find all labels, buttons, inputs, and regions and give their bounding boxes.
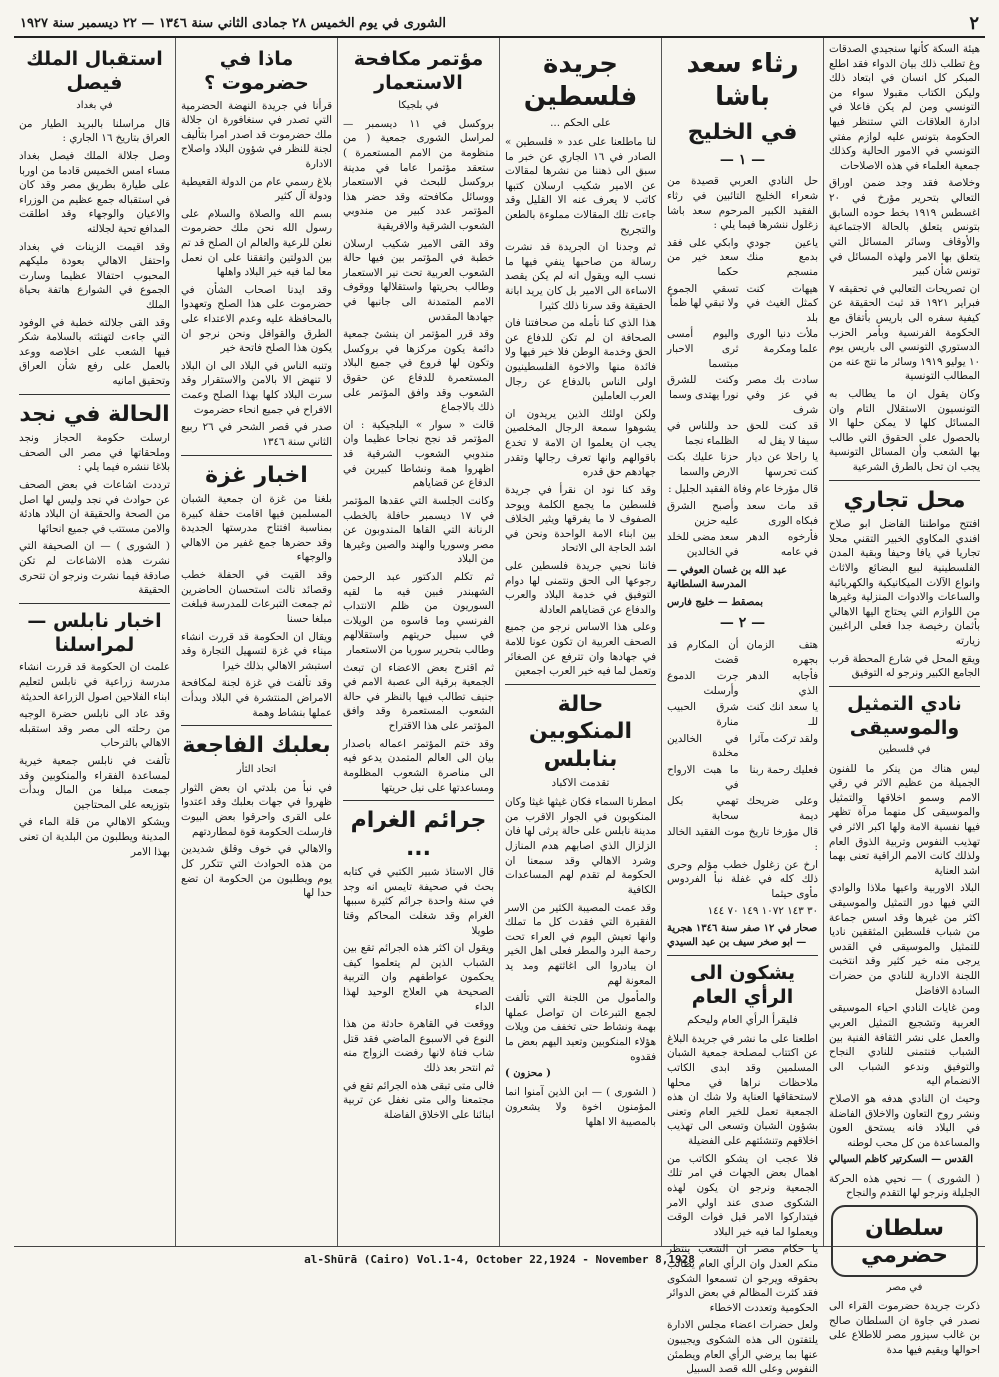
article-paragraph: تألفت في نابلس جمعية خيرية لمساعدة الفقراء والمنكوبين وقد جمعت مبلغا من المال وبدأت بتوزيعه على المحتاجين <box>19 755 170 811</box>
article-paragraph: صدر في قصر الشحر في ٢٦ ربيع الثاني سنة ١٣٤٦ <box>181 421 332 448</box>
verse-line: شرق الحبيب منارة <box>667 701 739 729</box>
article-paragraph: ولكن اولئك الذين يريدون ان يشوهوا سمعة الرجال المخلصين يجب ان يعلموا ان الامة لا تخدع باقوالهم وانها تعرف رجالها وتقدر جهادهم حق قدره <box>505 407 656 479</box>
divider <box>343 800 494 801</box>
column-2 <box>661 38 823 1376</box>
article-paragraph: ويقال ان الحكومة قد قررت انشاء ميناء في غزة لتسهيل التجارة وقد استبشر الاهالي بذلك خيرا <box>181 630 332 672</box>
article-paragraph: فالى متى تبقى هذه الجرائم تقع في مجتمعنا والى متى نغفل عن تربية ابنائنا على الاخلاق الفاضلة <box>343 1079 494 1121</box>
verse-line: يا سعد انك كنت للـ <box>746 701 818 729</box>
article-paragraph: بلغنا من غزة ان جمعية الشبان المسلمين فيها اقامت حفلة كبيرة بمناسبة افتتاح مدرستها الجديدة وقد حضرها جمع غفير من الاهالي والوجهاء <box>181 493 332 564</box>
verse-line: وابكي على فقد سعد خير من حكما <box>667 236 739 279</box>
article-paragraph: ( الشورى ) — نحيي هذه الحركة الجليلة ونرجو لها التقدم والنجاح <box>829 1172 980 1200</box>
article-paragraph: وتنبه الناس في البلاد الى ان البلاد لا تنهض الا بالامن والاستقرار وقد سرت البلاد كلها بهذا الصلح وعمت الافراح في جميع انحاء حضرموت <box>181 359 332 416</box>
verse-line: وكنت للشرق نورا يهتدى وسما <box>667 374 739 401</box>
verse-line: جرت الدموع وأرسلت <box>667 670 739 697</box>
article-paragraph: وقد ختم المؤتمر اعماله باصدار بيان الى العالم المتمدن يدعو فيه الى مناصرة الشعوب المظلومة ومساعدتها على نيل حريتها <box>343 737 494 794</box>
headline-nablus-news: اخبار نابلس — لمراسلنا <box>27 609 162 656</box>
verse-line: ولقد تركت مآثرا <box>749 732 818 745</box>
headline-gulf: في الخليج <box>687 120 798 145</box>
article-paragraph: علمت ان الحكومة قد قررت انشاء مدرسة زراعية في نابلس لتعليم ابناء الفلاحين اصول الزراعة الحديثة <box>19 661 170 703</box>
signature: صحار في ١٢ صفر سنة ١٣٤٦ هجرية — ابو صخر سيف بن عبد السيدي <box>667 923 818 949</box>
article-paragraph: وكان يقول ان ما يطالب به التونسيون الاستقلال التام وان المسائل كلها لا يمكن حلها الا بالحصول على الحقوق التي طالب بها الشعب وأن المسائل التونسية يجب ان تحل بالطرق الشرعية <box>829 388 980 474</box>
article-paragraph: ارسلت حكومة الحجاز ونجد وملحقاتها في مصر الى الصحف بلاغا ننشره فيما يلي : <box>19 432 170 474</box>
headline-commercial-shop: محل تجاري <box>843 487 966 513</box>
verse-line: في الخالدين مخلدة <box>667 732 739 760</box>
verse-line: وأصبح الشرق عليه حزين <box>667 500 739 527</box>
divider <box>19 603 170 604</box>
article-paragraph: وقد عمت المصيبة الكثير من الاسر الفقيرة التي فقدت كل ما تملك وانها تعيش اليوم في العراء تحت رحمة البرد والمطر فعلى اهل الخير ان يبادروا الى اغاثتهم ومد يد المعونة لهم <box>505 901 656 987</box>
masthead <box>14 10 985 38</box>
column-4 <box>337 38 499 1246</box>
headline-frame <box>831 1205 978 1277</box>
article-paragraph: فلا عجب ان يشكو الكاتب من اهمال بعض الجهات في امر تلك الجمعية ونرجو ان يكون لهذه الشكوى صدى عند اولي الامر فيتداركوا الامر قبل فوات الوقت ويعملوا لما فيه خير البلاد <box>667 1152 818 1238</box>
dateline: اتحاد الثأر <box>236 763 277 775</box>
verse-line: أن المكارم قد قضت <box>667 639 739 666</box>
subheadline: تقدمت الاكباد <box>551 777 610 790</box>
chronogram-numbers: ٣٠ ١٤٣ ١٠٧٢ ١٤٩ ٧٠ ١٤٤ <box>707 905 818 918</box>
article-paragraph: بسم الله والصلاة والسلام على رسول الله نحن ملك حضرموت نعلن للرعية والعالم ان الصلح قد تم بين الدولتين واتفقنا على ان نعمل معا لما فيه خير البلاد واهلها <box>181 207 332 279</box>
verse-line: فأرخوه الدهر في عامه <box>746 531 818 558</box>
headline-nablus-victims: حالة المنكوبين بنابلس <box>528 691 633 772</box>
article-paragraph: هيئة السكة كأنها سنجيدي الصدقات وغ تطلب ذلك بيان الدواء فقد اطلع المبكر كل انسان في ابتعاد ذلك وليكن الكتاب مقبولا سواء من التونسي ومن لم يكن فاعلا في ادارة العلاقات التي ستنظر فيها الحكومة بتونس عليه لوازم مفتي التونسي في الامور الحالية وكذلك جمعية العلماء في هذه الاصلاحات <box>829 43 980 172</box>
verse-line: وعلى ضريحك ديمة <box>746 795 818 822</box>
article-paragraph: ثم وجدنا ان الجريدة قد نشرت رسالة من صاحبها ينفي فيها ما نسب اليه ويقول انه لم يكن يقصد الاساءة الى الامير بل كان يريد ابانة الحقيقة وقد سرنا ذلك كثيرا <box>505 241 656 312</box>
article-paragraph: ثم اقترح بعض الاعضاء ان تبعث الجمعية برقية الى عصبة الامم في جنيف تطالب فيها بالنظر في حالة الشعوب المستعمرة وقد وافق المؤتمر على هذا الاقتراح <box>343 661 494 733</box>
article-paragraph: ثم تكلم الدكتور عبد الرحمن الشهبندر فبين فيه ما لقيه السوريون من ظلم الانتداب الفرنسي وما قاسوه من الويلات في سبيل حريتهم واستقلالهم وطالب بتحرير سوريا من الاستعمار <box>343 570 494 657</box>
article-paragraph: ويقع المحل في شارع المحطة قرب الجامع الكبير ونرجو له التوفيق <box>829 652 980 680</box>
article-paragraph: ولعل حضرات اعضاء مجلس الادارة يلتفتون الى هذه الشكوى ويجيبون عنها بما يرضي الرأي العام ويطمئن النفوس وعلى الله قصد السبيل <box>667 1319 818 1376</box>
dateline: في بغداد <box>76 99 113 111</box>
verse-line: تسقي الجموع ولا تبقي لها ظمأ <box>667 282 739 310</box>
poem-verses <box>667 499 818 561</box>
verse-line: ملأت دنيا الورى علما ومكرمة <box>746 328 818 356</box>
verse-line: فعليك رحمة ربنا <box>749 763 818 776</box>
article-paragraph: وحيث ان النادي هدفه هو الاصلاح ونشر روح التعاون والاخلاق الفاضلة في البلاد فانه يستحق العون والمساعدة من كل محب لوطنه <box>829 1092 980 1149</box>
article-paragraph: قرأنا في جريدة النهضة الحضرمية التي تصدر في سنغافورة ان جلالة ملك حضرموت قد اصدر امرا بتأليف لجنة للنظر في شؤون البلاد واصلاح الادارة <box>181 99 332 170</box>
headline-saad-pasha-elegy: رثاء سعد باشا <box>686 49 799 112</box>
masthead-title: الشورى في يوم الخميس ٢٨ جمادى الثاني سنة ١٣٤٦ — ٢٢ ديسمبر سنة ١٩٢٧ <box>20 15 446 31</box>
article-paragraph: وقد القى الامير شكيب ارسلان خطبة في المؤتمر بين فيها حالة الشعوب العربية تحت نير الاستعمار وطالب بحريتها واستقلالها ووقوف الامم المتمدنة الى جانبها في جهادها المقدس <box>343 237 494 323</box>
divider <box>19 394 170 395</box>
article-paragraph: ان تصريحات التعالبي في تحقيقه ٧ فبراير ١٩٢١ قد ثبت الحقيقة عن كيفية سفره الى باريس بأتفاق مع الحكومة الفرنسية وبأمر الحزب الدستوري التونسي الى باريس يوم ١٠ يوليو ١٩١٩ وسائر ما نتج عنه من المطالب التونسية <box>829 282 980 383</box>
article-paragraph: والمأمول من اللجنة التي تألفت لجمع التبرعات ان تواصل عملها بهمة ونشاط حتى تخفف من ويلات هؤلاء المنكوبين وتعيد اليهم بعض ما فقدوه <box>505 992 656 1063</box>
article-paragraph: ( الشورى ) — ابن الذين آمنوا انما المؤمنون اخوة ولا يشعرون بالمصيبة الا اهلها <box>505 1086 656 1128</box>
divider <box>829 480 980 481</box>
article-paragraph: وقد عاد الى نابلس حضرة الوجيه من رحلته الى مصر وقد استقبله الاهالي بالترحاب <box>19 708 170 750</box>
headline-crimes-of-love: جرائم الغرام ... <box>350 808 487 861</box>
article-paragraph: قال الاستاذ شبير الكتبي في كتابه بحث في صحيفة تايمس انه وجد في سنة واحدة جرائم كثيرة سببها الغرام وقد شغلت المحاكم وقتا طويلا <box>343 866 494 937</box>
article-paragraph: وقد القيت في الحفلة خطب وقصائد نالت استحسان الحاضرين ثم جمعت التبرعات للمدرسة فبلغت مبلغا حسنا <box>181 569 332 625</box>
article-paragraph: قالت « سوار » البلجيكية : ان المؤتمر قد نجح نجاحا عظيما وان مندوبي الشعوب الشرقية قد اظهروا همة ونشاطا كبيرين في الدفاع عن قضاياهم <box>343 418 494 490</box>
verse-line: هتف الزمان بجهره <box>746 639 818 666</box>
dateline: في مصر <box>886 1281 923 1293</box>
headline-hadrami-sultan: سلطان حضرمي <box>860 1215 949 1269</box>
article-paragraph: هذا الذي كنا نأمله من صحافتنا فان الصحافة ان لم تكن للدفاع عن الحق وخدمة الوطن فلا خير فيها ولا فائدة منها والاخوة الفلسطينيون اولى الناس بالدفاع عن رجال العرب العاملين <box>505 317 656 403</box>
verse-line: ما هبت الارواح في <box>667 763 739 791</box>
article-paragraph: وقد اقيمت الزينات في بغداد واحتفل الاهالي بعودة مليكهم المحبوب احتفالا عظيما وسارت الجموع في الشوارع هاتفة بحياة الملك <box>19 240 170 311</box>
headline-king-faisal: استقبال الملك فيصل <box>26 48 163 94</box>
article-paragraph: قال مؤرخا عام وفاة الفقيد الجليل : <box>668 482 818 495</box>
signature: عبد الله بن غسان العوفي — المدرسة السلطانية <box>667 564 788 590</box>
signature: بمصقط — خليج فارس <box>667 596 764 608</box>
article-paragraph: في نبأ من بلدتي ان بعض الثوار ظهروا في جهات بعلبك وقد اعتدوا على القرى واحرقوا بعض البيوت فارسلت الحكومة قوة لمطاردتهم <box>181 781 332 838</box>
article-paragraph: وصل جلالة الملك فيصل بغداد مساء امس الخميس قادما من اوربا على طيارة بطريق مصر وقد كان في استقباله جمع عظيم من الوزراء والاعيان والوجهاء وقد اطلقت المدافع تحية لجلالته <box>19 149 170 235</box>
article-paragraph: وقد ايدنا اصحاب الشأن في حضرموت على هذا الصلح وتعهدوا بالمحافظة عليه وعدم الاعتداء على الطرق والقوافل ونحن نرجو ان يكون هذا الصلح فاتحة خير <box>181 283 332 355</box>
verse-line: هيهات كنت كمثل الغيث في بلد <box>746 282 818 324</box>
article-paragraph: وقد كنا نود ان نقرأ في جريدة فلسطين ما يجمع الكلمة ويوحد الصفوف لا ما يفرقها ويثير الخلاف بين ابناء الامة الواحدة ونحن في اشد الحاجة الى الاتحاد <box>505 483 656 555</box>
article-paragraph: وقد تألفت في غزة لجنة لمكافحة الامراض المنتشرة في البلاد وبدأت عملها بنشاط وهمة <box>181 677 332 719</box>
headline-theatre-music-club: نادي التمثيل والموسيقى <box>847 692 962 739</box>
article-paragraph: لنا ماطلعنا على عدد « فلسطين » الصادر في ١٦ الجاري عن خبر ما سبق الى ذهننا من نشرها لمقالات عن الامير شكيب ارسلان كتبها كاتب لا يعرف عنه الا القليل وقد جاءت تلك المقالات مملوءة بالطعن والتجريح <box>505 135 656 236</box>
poem-verses <box>667 638 818 825</box>
article-paragraph: اطلعنا على ما نشر في جريدة البلاغ عن اكتتاب لمصلحة جمعية الشبان المسلمين وقد ابدى الكاتب ملاحظات نراها في محلها لاستحقاقها العناية ولا شك ان هذه الجمعية تعمل للخير العام وتعنى بشؤون الشبان وتسعى الى تهذيب اخلاقهم وتنشئتهم على الفضيلة <box>667 1032 818 1148</box>
divider <box>667 955 818 956</box>
article-paragraph: افتتح مواطننا الفاضل ابو صلاح افندي المكاوي الخبير التقني محلا تجاريا في يافا وحيفا وبقية المدن الفلسطينية لبيع البضائع والاثاث وانواع الآلات الميكانيكية والكهربائية والساعات والادوات المنزلية وغيرها من اللوازم التي يحتاج اليها الاهالي بأثمان رخيصة جدا فعلى الراغبين زيارته <box>829 518 980 648</box>
verse-line: قد مات سعد فبكاه الورى <box>746 500 818 527</box>
verse-line: سادت بك مصر في عز وفي شرف <box>746 374 818 416</box>
subheadline: فليقرأ الرأي العام وليحكم <box>687 1013 798 1026</box>
column-3 <box>499 38 661 1246</box>
article-paragraph: ترددت اشاعات في بعض الصحف عن حوادث في نجد وليس لها اصل من الصحة والحقيقة ان البلاد هادئة والامن مستتب في جميع انحائها <box>19 478 170 535</box>
article-paragraph: ويقول ان اكثر هذه الجرائم تقع بين الشباب الذين لم يتعلموا كيف يحكمون عواطفهم وان التربية الصحيحة هي العلاج الوحيد لهذا الداء <box>343 942 494 1013</box>
column-1 <box>823 38 985 1356</box>
divider <box>505 684 656 685</box>
verse-line: واليوم أمسى ثرى الاحبار مبتسما <box>667 328 739 370</box>
verse-line: قد كنت للحق سيفا لا يفل له <box>746 420 818 447</box>
article-paragraph: وعلى هذا الاساس نرجو من جميع الصحف العربية ان تكون عونا للامة في جهادها وان تترفع عن الصغائر وتعمل لما فيه خير العرب اجمعين <box>505 621 656 678</box>
headline-gaza-news: اخبار غزة <box>205 462 308 488</box>
dateline: في فلسطين <box>878 744 931 756</box>
verse-line: حد وللناس في الظلماء نجما <box>667 420 739 447</box>
headline-najd: الحالة في نجد <box>19 401 170 427</box>
article-paragraph: وخلاصة فقد وجد ضمن اوراق التعالي بتحرير مؤرخ في ٢٠ اغسطس ١٩١٩ بخط حوده السابق بتونس يتعلق بالحالة الاجتماعية والأوقاف وسائر المسائل التي يتعلق بها الامر ولهذه المسائل في تونس شأن كبير <box>829 177 981 278</box>
article-paragraph: ووقعت في القاهرة حادثة من هذا النوع في الاسبوع الماضي فقد قتل شاب فتاة لانها رفضت الزواج منه ثم انتحر بعد ذلك <box>343 1018 494 1075</box>
archive-citation: al-Shūrā (Cairo) Vol.1-4, October 22,1924 - November 8,1928 <box>304 1253 695 1266</box>
article-paragraph: البلاد الاوربية واعيها ملاذا والوادي التي فيها دور التمثيل والموسيقى اكثر من غيرها وقد اسس جماعة من شباب فلسطين المثقفين ناديا للتمثيل والموسيقى في القدس يرجى منه خير كثير وقد انتخبت اللجنة الادارية للنادي من حضرات السادة الافاضل <box>829 882 980 997</box>
section-number: — ٢ — <box>719 615 766 632</box>
verse-line: ياعين جودي بدمع منك منسجم <box>746 236 818 279</box>
column-5 <box>175 38 337 1246</box>
headline-falastin-newspaper: جريدة فلسطين <box>523 49 638 112</box>
signature: ( محزون ) <box>505 1068 551 1080</box>
article-paragraph: يا حكام مصر ان الشعب ينتظر منكم العدل وان الرأي العام يطالب بحقوقه ويرجو ان تسمعوا الشكوى فقد كثرت المظالم في بعض الدوائر الحكومية وتعددت الاخطاء <box>667 1243 818 1314</box>
section-number: — ١ — <box>719 151 766 168</box>
article-paragraph: ارخ عن زغلول خطب مؤلم وحرى ذلك كله في غفلة نبأ الفردوس مأوى حيثما <box>667 858 818 900</box>
article-paragraph: قال مراسلنا بالبريد الطيار من العراق بتاريخ ١٦ الجاري : <box>19 117 170 145</box>
article-paragraph: حل النادي العربي قصيدة من شعراء الخليج التائبين في رثاء الفقيد الكبير المرحوم سعد باشا زغلول ننشرها فيما يلي : <box>667 175 818 232</box>
verse-line: حزنا عليك بكت الارض والسما <box>667 451 739 478</box>
poem-verses <box>667 236 818 482</box>
article-paragraph: بلاغ رسمي عام من الدولة القعيطية ودولة آل كثير <box>181 175 332 203</box>
article-paragraph: ذكرت جريدة حضرموت القراء الى نصدر في جاوة ان السلطان صالح بن غالب سيزور مصر للاطلاع على احوالها ويقيم فيها مدة <box>829 1300 980 1356</box>
divider <box>181 455 332 456</box>
subheadline: على الحكم ... <box>550 117 611 129</box>
article-paragraph: فاننا نحيي جريدة فلسطين على رجوعها الى الحق ونتمنى لها دوام التوفيق في خدمة البلاد والعرب والدفاع عن قضاياهم العادلة <box>505 559 656 616</box>
article-paragraph: وقد القى جلالته خطبة في الوفود التي جاءت لتهنئته بالسلامة شكر فيها الشعب على اخلاصه ووعد بالعمل على رفع شأن العراق وتحقيق امانيه <box>19 316 170 388</box>
article-paragraph: قال مؤرخا تاريخ موت الفقيد الخالد : <box>667 826 818 853</box>
article-paragraph: وقد قرر المؤتمر ان ينشئ جمعية دائمة يكون مركزها في بروكسل وتكون لها فروع في جميع البلاد المستعمرة للدفاع عن حقوق الشعوب وقد وافق المؤتمر على ذلك بالاجماع <box>343 328 494 414</box>
column-6 <box>14 38 175 1246</box>
signature: القدس — السكرتير كاظم السيالي <box>829 1154 973 1166</box>
dateline: في بلجيكا <box>398 99 439 111</box>
headline-public-opinion: يشكون الى الرأي العام <box>689 962 796 1009</box>
verse-line: فأجابه الدهر الذي <box>746 670 818 697</box>
verse-line: سعد مضى للخلد في الخالدين <box>667 531 739 558</box>
article-paragraph: والاهالي في خوف وقلق شديدين من هذه الحوادث التي تتكرر كل يوم ويطلبون من الحكومة ان تضع حدا لها <box>181 843 332 900</box>
article-paragraph: امطرنا السماء فكان غيثها غيثا وكان المنكوبون في الجوار الاقرب من مدينة نابلس على حالة يرثى لها فان الزلزال الذي اصابهم هدم المنازل وشرد الاهالي وقد سمعنا ان الحكومة لم تقدم لهم المساعدات الكافية <box>505 796 656 896</box>
page-number: ٢ <box>969 12 979 34</box>
article-paragraph: بروكسل في ١١ ديسمبر — لمراسل الشورى جمعية ( من منظومة من الامم المستعمرة ) ستعقد مؤتمرا عاما في مدينة بروكسل للبحث في الاستعمار ووسائل مكافحته وقد حضر هذا المؤتمر عدد كبير من مندوبي الشعوب الشرقية والافريقية <box>343 117 494 232</box>
headline-hadramawt: ماذا في حضرموت ؟ <box>204 48 309 94</box>
divider <box>829 686 980 687</box>
headline-anti-colonial-congress: مؤتمر مكافحة الاستعمار <box>353 48 484 94</box>
verse-line: يا راحلا عن ديار كنت تحرسها <box>746 451 818 478</box>
article-paragraph: ومن غايات النادي احياء الموسيقى العربية وتشجيع التمثيل العربي والعمل على نشر الثقافة الفنية بين الشباب فنتمنى للنادي النجاح والتوفيق وندعو الشباب الى الانضمام اليه <box>829 1002 980 1088</box>
article-paragraph: ليس هناك من ينكر ما للفنون الجميلة من عظيم الاثر في رقي الامم وسمو اخلاقها والتمثيل والموسيقى كل منهما مرآة تظهر فيها نفسية الامة ولها اكبر الاثر في تهذيب النفوس وتربية الذوق العام ولذلك كانت الامم الراقية تعنى بهما اشد العناية <box>829 762 980 877</box>
article-paragraph: ( الشورى ) — ان الصحيفة التي نشرت هذه الاشاعات لم تكن صادقة فيما نشرت ونرجو ان تتحرى الحقيقة <box>19 540 170 597</box>
divider <box>181 725 332 726</box>
verse-line: تهمي بكل سحابة <box>667 795 739 822</box>
article-paragraph: وكانت الجلسة التي عقدها المؤتمر في ١٧ ديسمبر حافلة بالخطب الرنانة التي القاها المندوبون عن مصر وسوريا والهند والصين وغيرها من البلاد <box>343 494 494 566</box>
headline-baalbek: بعلبك الفاجعة <box>182 733 331 759</box>
article-paragraph: ويشكو الاهالي من قلة الماء في المدينة ويطلبون من البلدية ان تعنى بهذا الامر <box>19 816 170 858</box>
